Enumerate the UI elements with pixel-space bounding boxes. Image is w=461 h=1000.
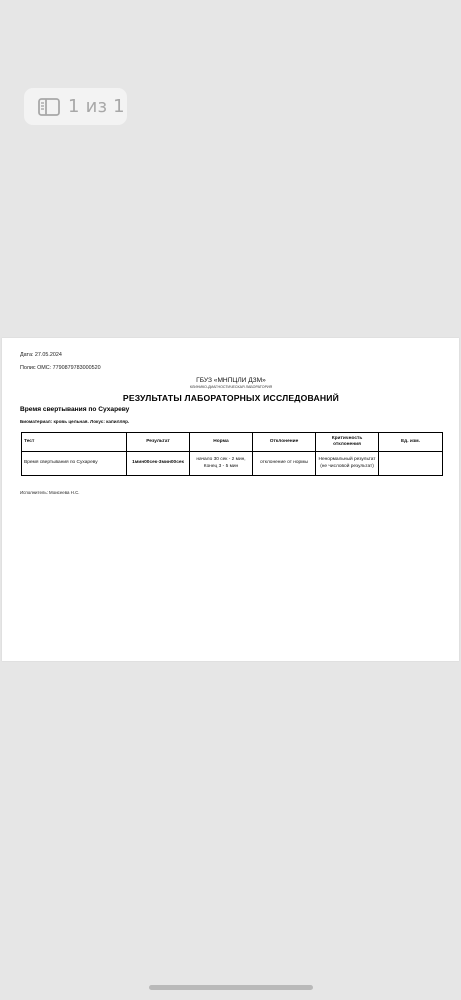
- page-counter-text: 1 из 1: [68, 96, 125, 117]
- header-unit: Ед. изм.: [379, 433, 443, 452]
- sidebar-pages-icon[interactable]: [38, 98, 60, 116]
- cell-norm: начало 30 сек - 2 мин, Конец 3 - 5 мин: [190, 452, 253, 476]
- header-criticality: Критичность отклонения: [316, 433, 379, 452]
- cell-test: Время свертывания по Сухареву: [22, 452, 127, 476]
- polis-line: Полис ОМС: 7790879783000520: [20, 365, 101, 371]
- results-table: [21, 432, 443, 476]
- home-indicator[interactable]: [149, 985, 313, 990]
- org-subtitle: КЛИНИКО-ДИАГНОСТИЧЕСКАЯ ЛАБОРАТОРИЯ: [189, 385, 273, 389]
- header-result: Результат: [127, 433, 190, 452]
- document-page: [2, 338, 459, 661]
- header-norm: Норма: [190, 433, 253, 452]
- page-counter-badge[interactable]: [24, 88, 127, 125]
- executor-line: Исполнитель: Моисеева Н.С.: [20, 490, 80, 495]
- cell-result: 1мин00сек-3мин00сек: [127, 452, 190, 476]
- biomaterial-line: Биоматериал: кровь цельная. Локус: капилляр.: [20, 419, 130, 424]
- cell-unit: [379, 452, 443, 476]
- test-heading: Время свертывания по Сухареву: [20, 406, 130, 413]
- report-title: РЕЗУЛЬТАТЫ ЛАБОРАТОРНЫХ ИССЛЕДОВАНИЙ: [122, 393, 340, 403]
- header-deviation: Отклонение: [253, 433, 316, 452]
- date-line: Дата: 27.05.2024: [20, 352, 62, 358]
- org-title: ГБУЗ «МНПЦЛИ ДЗМ»: [196, 377, 266, 384]
- table-header-row: [22, 433, 443, 452]
- cell-criticality: Ненормальный результат (не числовой результат): [316, 452, 379, 476]
- cell-deviation: отклонение от нормы: [253, 452, 316, 476]
- header-test: Тест: [22, 433, 127, 452]
- table-row: [22, 452, 443, 476]
